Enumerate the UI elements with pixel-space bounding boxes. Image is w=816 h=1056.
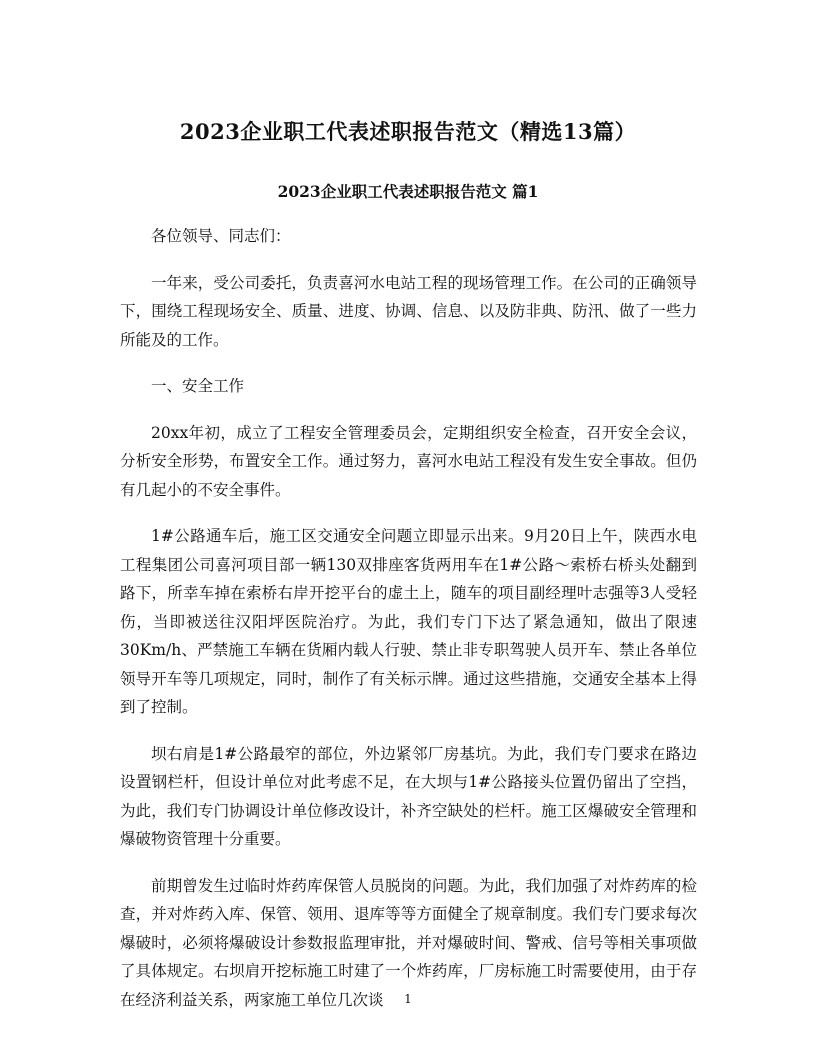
paragraph-heading-safety: 一、安全工作: [151, 377, 245, 395]
paragraph: 20xx年初，成立了工程安全管理委员会，定期组织安全检查，召开安全会议，分析安全形势，布置安全工作。通过努力，喜河水电站工程没有发生安全事故。但仍有几起小的不安全事件。: [120, 423, 697, 499]
body-text: [120, 222, 697, 1032]
page-number: 1: [404, 992, 412, 1006]
paragraph-intro: 一年来，受公司委托，负责喜河水电站工程的现场管理工作。在公司的正确领导下，围绕工程现场安全、质量、进度、协调、信息、以及防非典、防汛、做了一些力所能及的工作。: [120, 273, 697, 349]
section-title: 2023企业职工代表述职报告范文 篇1: [277, 182, 539, 201]
document-title: 2023企业职工代表述职报告范文（精选13篇）: [179, 119, 637, 144]
paragraph-salutation: 各位领导、同志们：: [151, 227, 291, 245]
paragraph: 前期曾发生过临时炸药库保管人员脱岗的问题。为此，我们加强了对炸药库的检查，并对炸药入库、保管、领用、退库等等方面健全了规章制度。我们专门要求每次爆破时，必须将爆破设计参数报监理审批，并对爆破时间、警戒、信号等相关事项做了具体规定。右坝肩开挖标施工时建了一个炸药库，厂房标施工时需要使用，由于存在经济利益关系，两家施工单位几次谈: [120, 876, 697, 1009]
paragraph: 1#公路通车后，施工区交通安全问题立即显示出来。9月20日上午，陕西水电工程集团公司喜河项目部一辆130双排座客货两用车在1#公路～索桥右桥头处翻到路下，所幸车掉在索桥右岸开挖平台的虚土上，随车的项目副经理叶志强等3人受轻伤，当即被送往汉阳坪医院治疗。为此，我们专门下达了紧急通知，做出了限速30Km/h、严禁施工车辆在货厢内载人行驶、禁止非专职驾驶人员开车、禁止各单位领导开车等几项规定，同时，制作了有关标示牌。通过这些措施，交通安全基本上得到了控制。: [120, 527, 697, 716]
paragraph: 坝右肩是1#公路最窄的部位，外边紧邻厂房基坑。为此，我们专门要求在路边设置钢栏杆，但设计单位对此考虑不足，在大坝与1#公路接头位置仍留出了空挡，为此，我们专门协调设计单位修改设计，补齐空缺处的栏杆。施工区爆破安全管理和爆破物资管理十分重要。: [120, 744, 697, 848]
